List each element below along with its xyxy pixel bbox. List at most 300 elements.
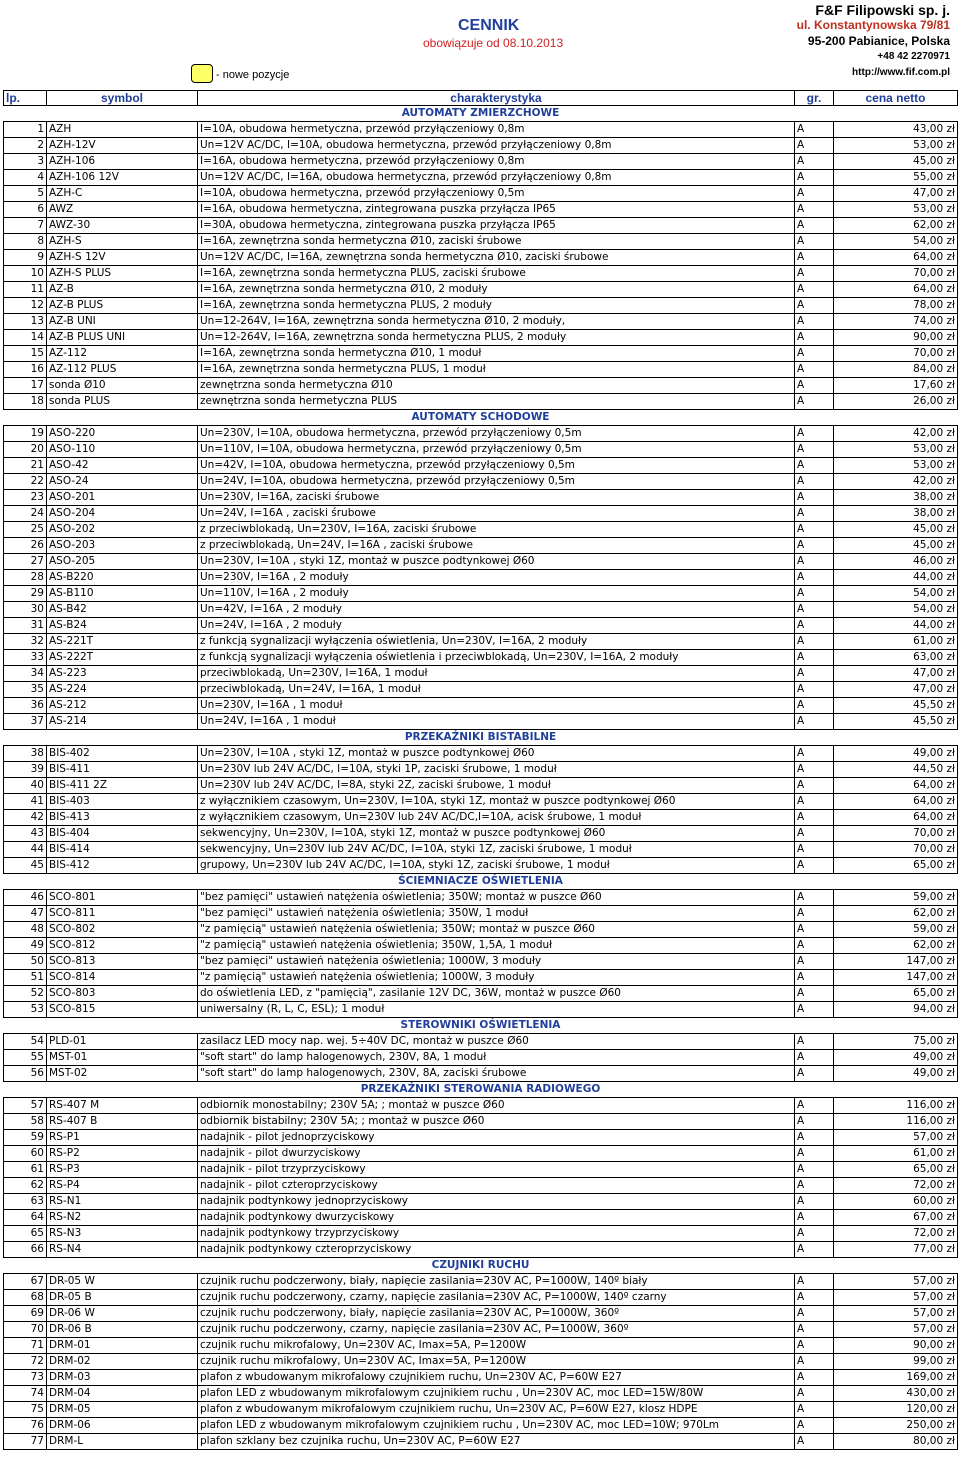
- row-number: 74: [4, 1386, 47, 1402]
- product-symbol: BIS-404: [47, 826, 198, 842]
- row-number: 1: [4, 122, 47, 138]
- table-row: [4, 330, 958, 346]
- net-price: 64,00 zł: [834, 810, 958, 826]
- product-description: plafon LED z wbudowanym mikrofalowym czujnikiem ruchu , Un=230V AC, moc LED=15W/80W: [198, 1386, 795, 1402]
- product-symbol: sonda PLUS: [47, 394, 198, 410]
- net-price: 70,00 zł: [834, 346, 958, 362]
- document-header: [0, 0, 960, 90]
- product-symbol: AS-214: [47, 714, 198, 730]
- product-description: I=16A, zewnętrzna sonda hermetyczna Ø10, 2 moduły: [198, 282, 795, 298]
- product-symbol: AZH-106: [47, 154, 198, 170]
- net-price: 54,00 zł: [834, 234, 958, 250]
- net-price: 116,00 zł: [834, 1114, 958, 1130]
- net-price: 46,00 zł: [834, 554, 958, 570]
- price-group: A: [795, 138, 834, 154]
- table-row: [4, 618, 958, 634]
- product-symbol: SCO-813: [47, 954, 198, 970]
- price-group: A: [795, 922, 834, 938]
- price-group: A: [795, 122, 834, 138]
- product-description: z przeciwblokadą, Un=24V, I=16A , zaciski śrubowe: [198, 538, 795, 554]
- price-group: A: [795, 1098, 834, 1114]
- row-number: 64: [4, 1210, 47, 1226]
- table-row: [4, 490, 958, 506]
- price-group: A: [795, 1050, 834, 1066]
- product-symbol: AS-222T: [47, 650, 198, 666]
- row-number: 63: [4, 1194, 47, 1210]
- row-number: 73: [4, 1370, 47, 1386]
- product-symbol: SCO-815: [47, 1002, 198, 1018]
- net-price: 99,00 zł: [834, 1354, 958, 1370]
- product-description: Un=230V, I=16A , 2 moduły: [198, 570, 795, 586]
- row-number: 5: [4, 186, 47, 202]
- table-row: [4, 746, 958, 762]
- row-number: 11: [4, 282, 47, 298]
- price-group: A: [795, 442, 834, 458]
- table-row: [4, 1242, 958, 1258]
- product-description: Un=24V, I=16A , zaciski śrubowe: [198, 506, 795, 522]
- net-price: 42,00 zł: [834, 426, 958, 442]
- product-description: czujnik ruchu podczerwony, czarny, napięcie zasilania=230V AC, P=1000W, 360º: [198, 1322, 795, 1338]
- product-symbol: AZH-S 12V: [47, 250, 198, 266]
- product-symbol: AZH-S: [47, 234, 198, 250]
- product-description: Un=12V AC/DC, I=16A, obudowa hermetyczna, przewód przyłączeniowy 0,8m: [198, 170, 795, 186]
- new-items-legend-label: - nowe pozycje: [216, 69, 290, 81]
- table-row: [4, 282, 958, 298]
- row-number: 52: [4, 986, 47, 1002]
- price-group: A: [795, 1354, 834, 1370]
- section-title: AUTOMATY SCHODOWE: [4, 410, 958, 426]
- net-price: 63,00 zł: [834, 650, 958, 666]
- product-symbol: AZ-B PLUS UNI: [47, 330, 198, 346]
- table-row: [4, 634, 958, 650]
- price-group: A: [795, 378, 834, 394]
- product-description: sekwencyjny, Un=230V lub 24V AC/DC, I=10A, styki 1Z, zaciski śrubowe, 1 moduł: [198, 842, 795, 858]
- net-price: 74,00 zł: [834, 314, 958, 330]
- section-title: STEROWNIKI OŚWIETLENIA: [4, 1018, 958, 1034]
- net-price: 57,00 zł: [834, 1130, 958, 1146]
- table-row: [4, 1114, 958, 1130]
- product-description: I=16A, obudowa hermetyczna, zintegrowana puszka przyłącza IP65: [198, 202, 795, 218]
- product-description: odbiornik monostabilny; 230V 5A; ; montaż w puszce Ø60: [198, 1098, 795, 1114]
- net-price: 65,00 zł: [834, 986, 958, 1002]
- price-group: A: [795, 714, 834, 730]
- row-number: 35: [4, 682, 47, 698]
- product-description: czujnik ruchu podczerwony, biały, napięcie zasilania=230V AC, P=1000W, 140º biały: [198, 1274, 795, 1290]
- net-price: 49,00 zł: [834, 1050, 958, 1066]
- row-number: 24: [4, 506, 47, 522]
- table-row: [4, 922, 958, 938]
- row-number: 32: [4, 634, 47, 650]
- product-symbol: ASO-110: [47, 442, 198, 458]
- table-row: [4, 362, 958, 378]
- product-symbol: AWZ: [47, 202, 198, 218]
- product-symbol: RS-N1: [47, 1194, 198, 1210]
- row-number: 71: [4, 1338, 47, 1354]
- net-price: 62,00 zł: [834, 906, 958, 922]
- product-description: I=16A, zewnętrzna sonda hermetyczna Ø10, zaciski śrubowe: [198, 234, 795, 250]
- product-description: I=16A, zewnętrzna sonda hermetyczna PLUS, 1 moduł: [198, 362, 795, 378]
- price-group: A: [795, 298, 834, 314]
- product-description: czujnik ruchu podczerwony, czarny, napięcie zasilania=230V AC, P=1000W, 140º czarny: [198, 1290, 795, 1306]
- product-symbol: DRM-L: [47, 1434, 198, 1450]
- net-price: 53,00 zł: [834, 442, 958, 458]
- table-row: [4, 938, 958, 954]
- table-row: [4, 378, 958, 394]
- product-description: do oświetlenia LED, z "pamięcią", zasilanie 12V DC, 36W, montaż w puszce Ø60: [198, 986, 795, 1002]
- price-group: A: [795, 986, 834, 1002]
- product-description: nadajnik - pilot trzyprzyciskowy: [198, 1162, 795, 1178]
- table-row: [4, 442, 958, 458]
- net-price: 70,00 zł: [834, 266, 958, 282]
- price-group: A: [795, 1290, 834, 1306]
- row-number: 23: [4, 490, 47, 506]
- product-description: Un=24V, I=16A , 1 moduł: [198, 714, 795, 730]
- price-group: A: [795, 1210, 834, 1226]
- table-row: [4, 1210, 958, 1226]
- table-row: [4, 234, 958, 250]
- product-symbol: AZH-106 12V: [47, 170, 198, 186]
- table-row: [4, 1066, 958, 1082]
- net-price: 147,00 zł: [834, 970, 958, 986]
- product-description: z funkcją sygnalizacji wyłączenia oświetlenia i przeciwblokadą, Un=230V, I=16A, 2 moduły: [198, 650, 795, 666]
- row-number: 55: [4, 1050, 47, 1066]
- product-description: Un=12V AC/DC, I=16A, zewnętrzna sonda hermetyczna Ø10, zaciski śrubowe: [198, 250, 795, 266]
- product-symbol: SCO-812: [47, 938, 198, 954]
- table-row: [4, 586, 958, 602]
- row-number: 68: [4, 1290, 47, 1306]
- table-row: [4, 298, 958, 314]
- net-price: 49,00 zł: [834, 1066, 958, 1082]
- price-group: A: [795, 506, 834, 522]
- table-row: [4, 1306, 958, 1322]
- row-number: 31: [4, 618, 47, 634]
- net-price: 62,00 zł: [834, 938, 958, 954]
- table-row: [4, 794, 958, 810]
- row-number: 43: [4, 826, 47, 842]
- product-description: grupowy, Un=230V lub 24V AC/DC, I=10A, styki 1Z, zaciski śrubowe, 1 moduł: [198, 858, 795, 874]
- row-number: 61: [4, 1162, 47, 1178]
- net-price: 38,00 zł: [834, 490, 958, 506]
- table-row: [4, 666, 958, 682]
- table-row: [4, 1098, 958, 1114]
- table-row: [4, 570, 958, 586]
- product-symbol: AS-B110: [47, 586, 198, 602]
- table-row: [4, 154, 958, 170]
- table-row: [4, 1274, 958, 1290]
- row-number: 66: [4, 1242, 47, 1258]
- net-price: 147,00 zł: [834, 954, 958, 970]
- row-number: 46: [4, 890, 47, 906]
- product-symbol: SCO-814: [47, 970, 198, 986]
- price-group: A: [795, 746, 834, 762]
- net-price: 53,00 zł: [834, 458, 958, 474]
- section-header-row: [4, 410, 958, 426]
- net-price: 42,00 zł: [834, 474, 958, 490]
- table-row: [4, 778, 958, 794]
- row-number: 13: [4, 314, 47, 330]
- product-description: odbiornik bistabilny; 230V 5A; ; montaż w puszce Ø60: [198, 1114, 795, 1130]
- row-number: 6: [4, 202, 47, 218]
- row-number: 9: [4, 250, 47, 266]
- product-symbol: AZ-112: [47, 346, 198, 362]
- price-group: A: [795, 282, 834, 298]
- table-row: [4, 826, 958, 842]
- net-price: 53,00 zł: [834, 202, 958, 218]
- net-price: 17,60 zł: [834, 378, 958, 394]
- product-description: nadajnik - pilot czteroprzyciskowy: [198, 1178, 795, 1194]
- price-group: A: [795, 250, 834, 266]
- product-description: I=16A, obudowa hermetyczna, przewód przyłączeniowy 0,8m: [198, 154, 795, 170]
- price-group: A: [795, 314, 834, 330]
- product-symbol: RS-P2: [47, 1146, 198, 1162]
- product-symbol: ASO-202: [47, 522, 198, 538]
- row-number: 8: [4, 234, 47, 250]
- product-symbol: SCO-811: [47, 906, 198, 922]
- product-description: "z pamięcią" ustawień natężenia oświetlenia; 1000W, 3 moduły: [198, 970, 795, 986]
- net-price: 57,00 zł: [834, 1322, 958, 1338]
- net-price: 45,50 zł: [834, 698, 958, 714]
- product-description: czujnik ruchu mikrofalowy, Un=230V AC, Imax=5A, P=1200W: [198, 1338, 795, 1354]
- product-symbol: BIS-413: [47, 810, 198, 826]
- col-group-header: gr.: [795, 91, 834, 106]
- document-title: CENNIK: [458, 17, 520, 34]
- price-group: A: [795, 826, 834, 842]
- product-symbol: DRM-04: [47, 1386, 198, 1402]
- price-group: A: [795, 346, 834, 362]
- product-description: Un=230V lub 24V AC/DC, I=8A, styki 2Z, zaciski śrubowe, 1 moduł: [198, 778, 795, 794]
- product-symbol: RS-P1: [47, 1130, 198, 1146]
- product-symbol: AS-212: [47, 698, 198, 714]
- product-description: I=16A, zewnętrzna sonda hermetyczna PLUS, 2 moduły: [198, 298, 795, 314]
- company-website[interactable]: http://www.fif.com.pl: [852, 67, 950, 78]
- row-number: 4: [4, 170, 47, 186]
- product-symbol: AZH-C: [47, 186, 198, 202]
- price-group: A: [795, 1386, 834, 1402]
- table-row: [4, 538, 958, 554]
- price-group: A: [795, 458, 834, 474]
- price-group: A: [795, 666, 834, 682]
- price-group: A: [795, 570, 834, 586]
- product-description: sekwencyjny, Un=230V, I=10A, styki 1Z, montaż w puszce podtynkowej Ø60: [198, 826, 795, 842]
- row-number: 60: [4, 1146, 47, 1162]
- table-row: [4, 1162, 958, 1178]
- price-group: A: [795, 762, 834, 778]
- price-group: A: [795, 330, 834, 346]
- product-description: z wyłącznikiem czasowym, Un=230V, I=10A, styki 1Z, montaż w puszce podtynkowej Ø60: [198, 794, 795, 810]
- product-description: Un=230V, I=10A , styki 1Z, montaż w puszce podtynkowej Ø60: [198, 554, 795, 570]
- net-price: 60,00 zł: [834, 1194, 958, 1210]
- product-description: Un=230V, I=16A, zaciski śrubowe: [198, 490, 795, 506]
- product-symbol: RS-P3: [47, 1162, 198, 1178]
- section-header-row: [4, 106, 958, 122]
- net-price: 70,00 zł: [834, 842, 958, 858]
- row-number: 17: [4, 378, 47, 394]
- table-row: [4, 506, 958, 522]
- row-number: 45: [4, 858, 47, 874]
- product-symbol: AZ-B PLUS: [47, 298, 198, 314]
- product-description: przeciwblokadą, Un=230V, I=16A, 1 moduł: [198, 666, 795, 682]
- product-symbol: BIS-414: [47, 842, 198, 858]
- net-price: 61,00 zł: [834, 634, 958, 650]
- net-price: 65,00 zł: [834, 1162, 958, 1178]
- row-number: 30: [4, 602, 47, 618]
- company-street: ul. Konstantynowska 79/81: [796, 18, 950, 32]
- table-row: [4, 266, 958, 282]
- row-number: 62: [4, 1178, 47, 1194]
- product-description: nadajnik - pilot jednoprzyciskowy: [198, 1130, 795, 1146]
- product-description: plafon szklany bez czujnika ruchu, Un=230V AC, P=60W E27: [198, 1434, 795, 1450]
- price-group: A: [795, 1162, 834, 1178]
- new-items-legend-swatch: [191, 64, 213, 83]
- product-description: Un=110V, I=16A , 2 moduły: [198, 586, 795, 602]
- product-symbol: AZ-112 PLUS: [47, 362, 198, 378]
- table-row: [4, 426, 958, 442]
- price-group: A: [795, 1322, 834, 1338]
- net-price: 116,00 zł: [834, 1098, 958, 1114]
- price-group: A: [795, 634, 834, 650]
- table-row: [4, 346, 958, 362]
- price-group: A: [795, 682, 834, 698]
- table-row: [4, 906, 958, 922]
- table-row: [4, 1130, 958, 1146]
- product-symbol: RS-P4: [47, 1178, 198, 1194]
- net-price: 47,00 zł: [834, 682, 958, 698]
- product-description: plafon z wbudowanym mikrofalowy czujnikiem ruchu, Un=230V AC, P=60W E27: [198, 1370, 795, 1386]
- table-row: [4, 1370, 958, 1386]
- table-row: [4, 682, 958, 698]
- product-description: nadajnik podtynkowy trzyprzyciskowy: [198, 1226, 795, 1242]
- price-group: A: [795, 954, 834, 970]
- section-title: CZUJNIKI RUCHU: [4, 1258, 958, 1274]
- net-price: 78,00 zł: [834, 298, 958, 314]
- product-description: Un=12V AC/DC, I=10A, obudowa hermetyczna, przewód przyłączeniowy 0,8m: [198, 138, 795, 154]
- product-symbol: SCO-802: [47, 922, 198, 938]
- product-description: nadajnik podtynkowy czteroprzyciskowy: [198, 1242, 795, 1258]
- net-price: 94,00 zł: [834, 1002, 958, 1018]
- table-row: [4, 186, 958, 202]
- product-symbol: ASO-24: [47, 474, 198, 490]
- table-row: [4, 474, 958, 490]
- row-number: 50: [4, 954, 47, 970]
- table-row: [4, 1178, 958, 1194]
- section-title: PRZEKAŹNIKI STEROWANIA RADIOWEGO: [4, 1082, 958, 1098]
- product-symbol: AZ-B: [47, 282, 198, 298]
- product-symbol: DRM-03: [47, 1370, 198, 1386]
- product-description: Un=24V, I=16A , 2 moduły: [198, 618, 795, 634]
- table-row: [4, 1002, 958, 1018]
- product-description: uniwersalny (R, L, C, ESL); 1 moduł: [198, 1002, 795, 1018]
- row-number: 59: [4, 1130, 47, 1146]
- product-description: nadajnik podtynkowy dwurzyciskowy: [198, 1210, 795, 1226]
- price-group: A: [795, 794, 834, 810]
- product-symbol: AWZ-30: [47, 218, 198, 234]
- row-number: 51: [4, 970, 47, 986]
- section-header-row: [4, 874, 958, 890]
- price-group: A: [795, 266, 834, 282]
- product-description: Un=12-264V, I=16A, zewnętrzna sonda hermetyczna Ø10, 2 moduły,: [198, 314, 795, 330]
- price-group: A: [795, 1306, 834, 1322]
- product-description: nadajnik podtynkowy jednoprzyciskowy: [198, 1194, 795, 1210]
- product-symbol: MST-01: [47, 1050, 198, 1066]
- product-symbol: BIS-403: [47, 794, 198, 810]
- table-row: [4, 602, 958, 618]
- net-price: 57,00 zł: [834, 1306, 958, 1322]
- price-group: A: [795, 1002, 834, 1018]
- product-description: z funkcją sygnalizacji wyłączenia oświetlenia, Un=230V, I=16A, 2 moduły: [198, 634, 795, 650]
- price-group: A: [795, 1146, 834, 1162]
- net-price: 64,00 zł: [834, 250, 958, 266]
- product-symbol: ASO-205: [47, 554, 198, 570]
- price-group: A: [795, 1274, 834, 1290]
- row-number: 47: [4, 906, 47, 922]
- table-row: [4, 970, 958, 986]
- col-desc-header: charakterystyka: [198, 91, 795, 106]
- row-number: 33: [4, 650, 47, 666]
- product-description: czujnik ruchu podczerwony, biały, napięcie zasilania=230V AC, P=1000W, 360º: [198, 1306, 795, 1322]
- net-price: 45,00 zł: [834, 538, 958, 554]
- net-price: 59,00 zł: [834, 890, 958, 906]
- price-group: A: [795, 394, 834, 410]
- product-symbol: sonda Ø10: [47, 378, 198, 394]
- product-symbol: AZH-12V: [47, 138, 198, 154]
- section-title: PRZEKAŹNIKI BISTABILNE: [4, 730, 958, 746]
- price-group: A: [795, 586, 834, 602]
- row-number: 40: [4, 778, 47, 794]
- price-group: A: [795, 1226, 834, 1242]
- row-number: 18: [4, 394, 47, 410]
- row-number: 22: [4, 474, 47, 490]
- net-price: 64,00 zł: [834, 794, 958, 810]
- price-group: A: [795, 170, 834, 186]
- price-group: A: [795, 426, 834, 442]
- net-price: 59,00 zł: [834, 922, 958, 938]
- table-row: [4, 1194, 958, 1210]
- price-group: A: [795, 1418, 834, 1434]
- product-description: I=30A, obudowa hermetyczna, zintegrowana puszka przyłącza IP65: [198, 218, 795, 234]
- product-description: Un=42V, I=16A , 2 moduły: [198, 602, 795, 618]
- product-symbol: SCO-803: [47, 986, 198, 1002]
- table-row: [4, 1434, 958, 1450]
- table-row: [4, 1322, 958, 1338]
- row-number: 26: [4, 538, 47, 554]
- table-row: [4, 1338, 958, 1354]
- table-row: [4, 1402, 958, 1418]
- product-description: czujnik ruchu mikrofalowy, Un=230V AC, Imax=5A, P=1200W: [198, 1354, 795, 1370]
- net-price: 55,00 zł: [834, 170, 958, 186]
- row-number: 38: [4, 746, 47, 762]
- row-number: 76: [4, 1418, 47, 1434]
- product-description: Un=12-264V, I=16A, zewnętrzna sonda hermetyczna PLUS, 2 moduły: [198, 330, 795, 346]
- product-description: Un=42V, I=10A, obudowa hermetyczna, przewód przyłączeniowy 0,5m: [198, 458, 795, 474]
- price-group: A: [795, 1114, 834, 1130]
- price-group: A: [795, 890, 834, 906]
- net-price: 26,00 zł: [834, 394, 958, 410]
- table-row: [4, 1034, 958, 1050]
- net-price: 57,00 zł: [834, 1274, 958, 1290]
- price-group: A: [795, 698, 834, 714]
- price-group: A: [795, 906, 834, 922]
- product-symbol: BIS-402: [47, 746, 198, 762]
- table-row: [4, 1386, 958, 1402]
- price-group: A: [795, 1066, 834, 1082]
- net-price: 53,00 zł: [834, 138, 958, 154]
- table-row: [4, 842, 958, 858]
- table-header-row: [4, 91, 958, 106]
- price-group: A: [795, 1034, 834, 1050]
- table-row: [4, 138, 958, 154]
- product-symbol: DRM-05: [47, 1402, 198, 1418]
- product-symbol: BIS-411: [47, 762, 198, 778]
